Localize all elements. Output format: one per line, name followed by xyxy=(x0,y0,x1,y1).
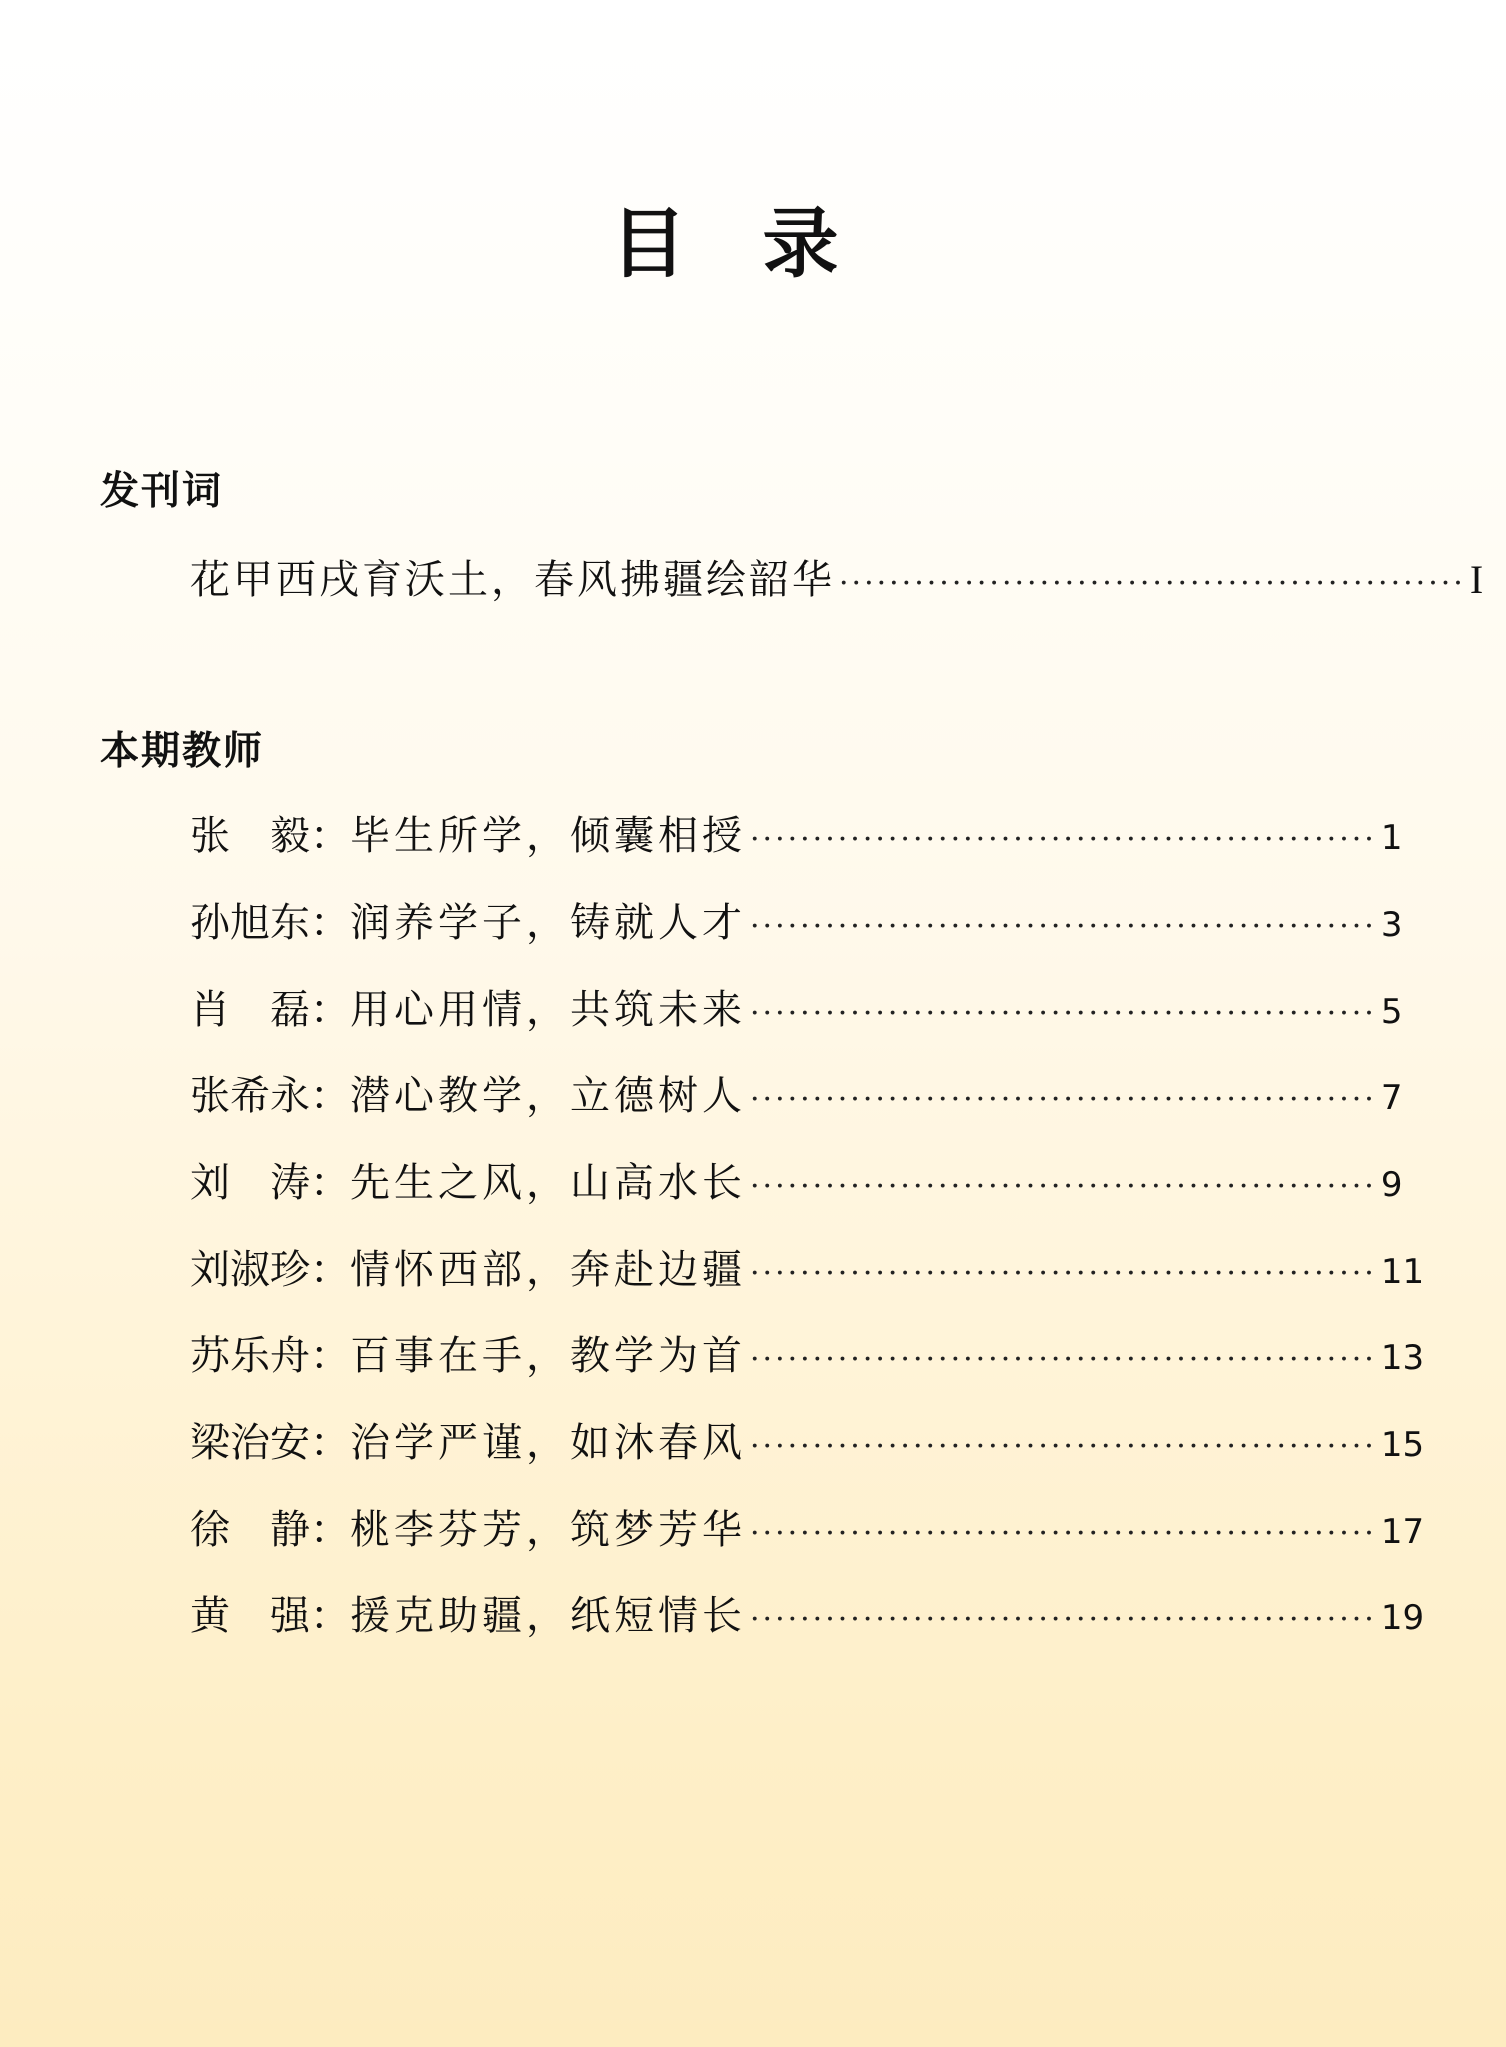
teacher-name: 梁治安 xyxy=(190,1420,310,1466)
teacher-name: 孙旭东 xyxy=(190,900,310,946)
toc-entry-title: 治学严谨，如沐春风 xyxy=(350,1420,746,1466)
name-colon: ： xyxy=(310,1593,350,1639)
toc-entry-title: 毕生所学，倾囊相授 xyxy=(350,813,746,859)
dot-leader: ·················································· xyxy=(750,822,1377,857)
toc-page-number: 17 xyxy=(1380,1512,1425,1552)
teacher-name: 刘淑珍 xyxy=(190,1247,310,1293)
toc-entry-title: 百事在手，教学为首 xyxy=(350,1333,746,1379)
name-colon: ： xyxy=(310,1507,350,1553)
name-colon: ： xyxy=(310,1160,350,1206)
toc-page-number: 5 xyxy=(1380,992,1403,1032)
toc-entry[interactable] xyxy=(190,1328,1425,1384)
toc-entry-title: 花甲西戌育沃土，春风拂疆绘韶华 xyxy=(190,557,835,603)
teacher-name: 张希永 xyxy=(190,1073,310,1119)
toc-entry-foreword[interactable] xyxy=(190,552,1484,608)
name-colon: ： xyxy=(310,987,350,1033)
dot-leader: ·················································· xyxy=(750,1429,1377,1464)
dot-leader: ·················································· xyxy=(750,1516,1377,1551)
toc-page-number: 19 xyxy=(1380,1598,1425,1638)
dot-leader: ·················································· xyxy=(750,1169,1377,1204)
dot-leader: ·················································· xyxy=(750,1342,1377,1377)
toc-entry[interactable] xyxy=(190,1502,1425,1558)
toc-page-number: 1 xyxy=(1380,818,1403,858)
toc-entry-title: 润养学子，铸就人才 xyxy=(350,900,746,946)
toc-page-number: 9 xyxy=(1380,1165,1403,1205)
dot-leader: ·················································· xyxy=(750,996,1377,1031)
section-heading-foreword: 发刊词 xyxy=(100,468,224,514)
name-colon: ： xyxy=(310,1247,350,1293)
toc-entry[interactable] xyxy=(190,895,1403,951)
toc-entry[interactable] xyxy=(190,808,1403,864)
dot-leader: ·················································· xyxy=(839,566,1466,601)
dot-leader: ·················································· xyxy=(750,1256,1377,1291)
name-colon: ： xyxy=(310,1333,350,1379)
toc-entry[interactable] xyxy=(190,982,1403,1038)
toc-page-number: 13 xyxy=(1380,1338,1425,1378)
toc-entry[interactable] xyxy=(190,1155,1403,1211)
teacher-name: 肖 磊 xyxy=(190,987,310,1033)
page-title: 目 录 xyxy=(610,199,839,288)
dot-leader: ·················································· xyxy=(750,1602,1377,1637)
toc-entry[interactable] xyxy=(190,1588,1425,1644)
toc-entry-title: 援克助疆，纸短情长 xyxy=(350,1593,746,1639)
name-colon: ： xyxy=(310,1420,350,1466)
teacher-name: 刘 涛 xyxy=(190,1160,310,1206)
teacher-name: 黄 强 xyxy=(190,1593,310,1639)
toc-page-number: I xyxy=(1469,557,1484,602)
toc-page-number: 15 xyxy=(1380,1425,1425,1465)
toc-entry[interactable] xyxy=(190,1242,1425,1298)
dot-leader: ·················································· xyxy=(750,909,1377,944)
section-heading-teachers: 本期教师 xyxy=(100,728,265,774)
teacher-name: 张 毅 xyxy=(190,813,310,859)
toc-entry-title: 用心用情，共筑未来 xyxy=(350,987,746,1033)
name-colon: ： xyxy=(310,900,350,946)
toc-entry[interactable] xyxy=(190,1068,1403,1124)
toc-entry-title: 桃李芬芳，筑梦芳华 xyxy=(350,1507,746,1553)
toc-page-number: 7 xyxy=(1380,1078,1403,1118)
teacher-name: 苏乐舟 xyxy=(190,1333,310,1379)
toc-entry-title: 先生之风，山高水长 xyxy=(350,1160,746,1206)
toc-page-number: 3 xyxy=(1380,905,1403,945)
name-colon: ： xyxy=(310,813,350,859)
toc-entry-title: 情怀西部，奔赴边疆 xyxy=(350,1247,746,1293)
name-colon: ： xyxy=(310,1073,350,1119)
dot-leader: ·················································· xyxy=(750,1082,1377,1117)
teacher-name: 徐 静 xyxy=(190,1507,310,1553)
toc-entry-title: 潜心教学，立德树人 xyxy=(350,1073,746,1119)
toc-entry[interactable] xyxy=(190,1415,1425,1471)
toc-page-number: 11 xyxy=(1380,1252,1425,1292)
